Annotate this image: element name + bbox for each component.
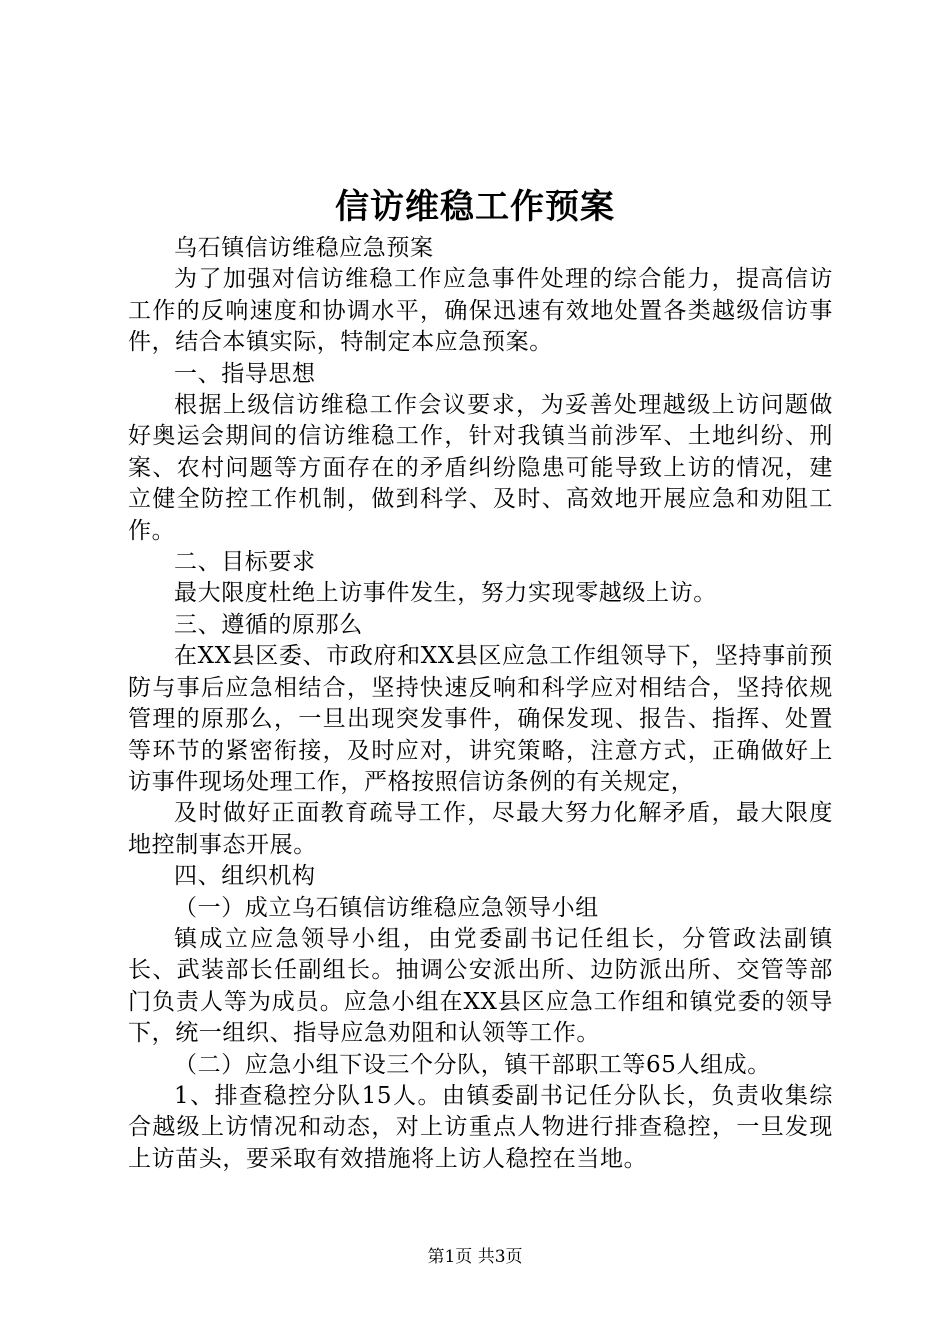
paragraph-leadership-group: 镇成立应急领导小组，由党委副书记任组长，分管政法副镇长、武装部长任副组长。抽调公安派出所、边防派出所、交管等部门负责人等为成员。应急小组在XX县区应急工作组和镇党委的领导下，统一组织、指导应急劝阻和认领等工作。 bbox=[128, 925, 833, 1047]
heading-organization: 四、组织机构 bbox=[174, 863, 316, 890]
document-body bbox=[128, 233, 833, 1175]
subheading-leadership-group: （一）成立乌石镇信访维稳应急领导小组 bbox=[174, 894, 599, 921]
page-number-footer: 第1页 共3页 bbox=[427, 1247, 523, 1267]
paragraph-team-1: 1、排查稳控分队15人。由镇委副书记任分队长，负责收集综合越级上访情况和动态，对上访重点人物进行排查稳控，一旦发现上访苗头，要采取有效措施将上访人稳控在当地。 bbox=[128, 1082, 833, 1172]
paragraph-goals: 最大限度杜绝上访事件发生，努力实现零越级上访。 bbox=[174, 580, 717, 607]
heading-goals: 二、目标要求 bbox=[174, 549, 316, 576]
paragraph-guiding-ideology: 根据上级信访维稳工作会议要求，为妥善处理越级上访问题做好奥运会期间的信访维稳工作，针对我镇当前涉军、土地纠纷、刑案、农村问题等方面存在的矛盾纠纷隐患可能导致上访的情况，建立健全防控工作机制，做到科学、及时、高效地开展应急和劝阻工作。 bbox=[128, 392, 833, 544]
subheading-teams: （二）应急小组下设三个分队，镇干部职工等65人组成。 bbox=[174, 1051, 771, 1078]
paragraph-subtitle: 乌石镇信访维稳应急预案 bbox=[174, 235, 434, 261]
heading-principles: 三、遵循的原那么 bbox=[174, 611, 363, 638]
document-title: 信访维稳工作预案 bbox=[335, 187, 615, 227]
paragraph-principles: 在XX县区委、市政府和XX县区应急工作组领导下，坚持事前预防与事后应急相结合，坚持快速反响和科学应对相结合，坚持依规管理的原那么，一旦出现突发事件，确保发现、报告、指挥、处置等环节的紧密衔接，及时应对，讲究策略，注意方式，正确做好上访事件现场处理工作，严格按照信访条例的有关规定， bbox=[128, 643, 833, 795]
heading-guiding-ideology: 一、指导思想 bbox=[174, 360, 316, 387]
paragraph-intro: 为了加强对信访维稳工作应急事件处理的综合能力，提高信访工作的反响速度和协调水平，确保迅速有效地处置各类越级信访事件，结合本镇实际，特制定本应急预案。 bbox=[128, 266, 833, 356]
paragraph-education: 及时做好正面教育疏导工作，尽最大努力化解矛盾，最大限度地控制事态开展。 bbox=[128, 800, 833, 858]
